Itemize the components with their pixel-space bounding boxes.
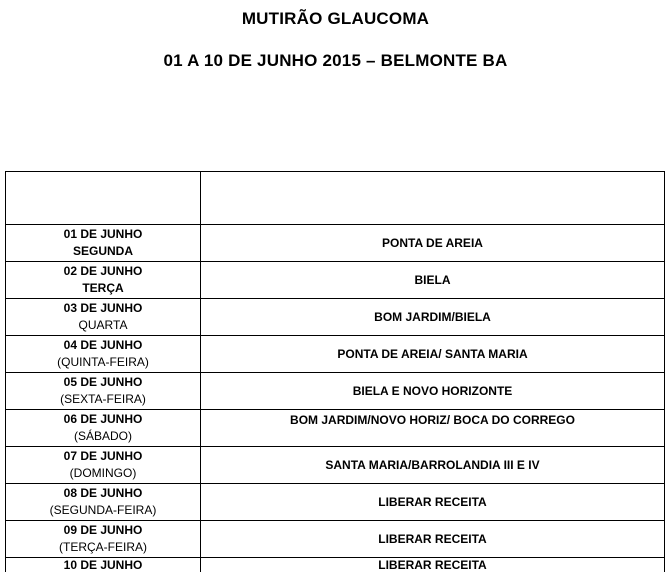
date-cell bbox=[6, 484, 201, 521]
date-label: 10 DE JUNHO bbox=[63, 558, 143, 572]
date-label: 06 DE JUNHO bbox=[63, 412, 143, 426]
weekday-label: QUARTA bbox=[78, 318, 128, 332]
weekday-label: TERÇA bbox=[82, 281, 124, 295]
table-row bbox=[6, 336, 665, 373]
date-label: 08 DE JUNHO bbox=[63, 486, 143, 500]
weekday-label: (DOMINGO) bbox=[69, 466, 137, 480]
table-row bbox=[6, 299, 665, 336]
date-cell bbox=[6, 336, 201, 373]
location-label: BOM JARDIM/NOVO HORIZ/ BOCA DO CORREGO bbox=[290, 412, 575, 427]
date-cell bbox=[6, 447, 201, 484]
location-label: LIBERAR RECEITA bbox=[378, 558, 487, 572]
date-label: 04 DE JUNHO bbox=[63, 338, 143, 352]
document-subtitle: 01 A 10 DE JUNHO 2015 – BELMONTE BA bbox=[163, 51, 508, 70]
date-label: 02 DE JUNHO bbox=[63, 264, 143, 278]
date-cell bbox=[6, 373, 201, 410]
weekday-label: SEGUNDA bbox=[72, 244, 133, 258]
schedule-table bbox=[5, 171, 665, 572]
table-row bbox=[6, 484, 665, 521]
table-row bbox=[6, 262, 665, 299]
table-row bbox=[6, 447, 665, 484]
location-cell bbox=[201, 447, 665, 484]
location-label: PONTA DE AREIA bbox=[382, 235, 483, 250]
table-header-row bbox=[6, 172, 665, 225]
date-label: 05 DE JUNHO bbox=[63, 375, 143, 389]
location-cell bbox=[201, 521, 665, 558]
location-cell bbox=[201, 410, 665, 447]
location-label: LIBERAR RECEITA bbox=[378, 494, 487, 509]
date-cell bbox=[6, 521, 201, 558]
date-label: 01 DE JUNHO bbox=[63, 227, 143, 241]
location-label: SANTA MARIA/BARROLANDIA III E IV bbox=[325, 457, 540, 472]
date-cell bbox=[6, 225, 201, 262]
table-row bbox=[6, 373, 665, 410]
weekday-label: (SÁBADO) bbox=[73, 429, 132, 443]
location-label: BIELA bbox=[414, 272, 451, 287]
weekday-label: (SEGUNDA-FEIRA) bbox=[49, 503, 157, 517]
date-cell bbox=[6, 410, 201, 447]
date-label: 03 DE JUNHO bbox=[63, 301, 143, 315]
header-cell-date bbox=[6, 172, 201, 225]
weekday-label: (SEXTA-FEIRA) bbox=[60, 392, 146, 406]
location-cell bbox=[201, 558, 665, 573]
location-cell bbox=[201, 262, 665, 299]
table-row bbox=[6, 225, 665, 262]
date-label: 09 DE JUNHO bbox=[63, 523, 143, 537]
date-cell bbox=[6, 262, 201, 299]
table-row bbox=[6, 558, 665, 573]
table-row bbox=[6, 410, 665, 447]
location-cell bbox=[201, 336, 665, 373]
table-row bbox=[6, 521, 665, 558]
location-label: LIBERAR RECEITA bbox=[378, 531, 487, 546]
header-cell-location bbox=[201, 172, 665, 225]
location-label: BIELA E NOVO HORIZONTE bbox=[352, 383, 513, 398]
location-cell bbox=[201, 484, 665, 521]
date-cell bbox=[6, 299, 201, 336]
location-cell bbox=[201, 373, 665, 410]
location-label: PONTA DE AREIA/ SANTA MARIA bbox=[337, 346, 528, 361]
date-label: 07 DE JUNHO bbox=[63, 449, 143, 463]
date-cell bbox=[6, 558, 201, 573]
document-title: MUTIRÃO GLAUCOMA bbox=[241, 9, 430, 28]
location-cell bbox=[201, 225, 665, 262]
location-label: BOM JARDIM/BIELA bbox=[374, 309, 491, 324]
weekday-label: (TERÇA-FEIRA) bbox=[59, 540, 147, 554]
location-cell bbox=[201, 299, 665, 336]
weekday-label: (QUINTA-FEIRA) bbox=[57, 355, 149, 369]
